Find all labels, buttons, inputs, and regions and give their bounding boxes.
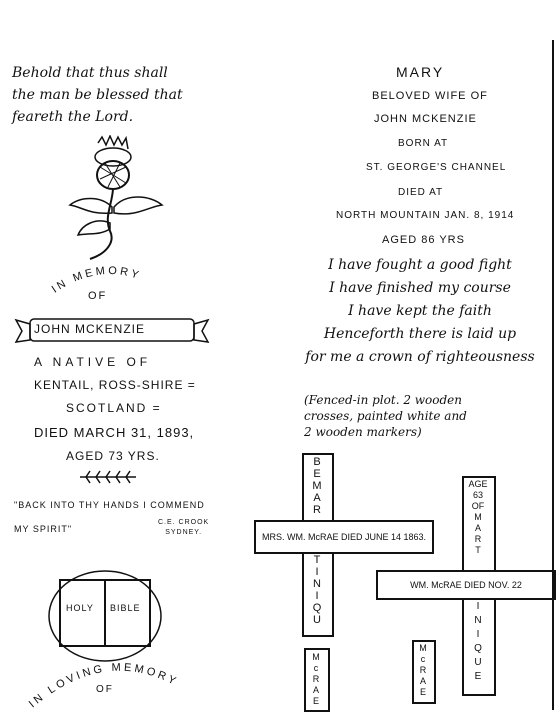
right-verse-line: I have kept the faith (348, 303, 492, 319)
cross-2-letter: T (475, 545, 481, 555)
cross-1-letter: U (313, 614, 321, 626)
quote-line: "BACK INTO THY HANDS I COMMEND (14, 500, 205, 510)
right-verse-line: Henceforth there is laid up (323, 326, 517, 342)
quote-line: MY SPIRIT" (14, 524, 73, 534)
cross-1-letter: I (315, 590, 319, 602)
deceased-name: JOHN MCKENZIE (34, 322, 146, 336)
age: AGED 73 YRS. (66, 449, 160, 463)
left-verse (12, 62, 183, 128)
cross-1-letter: E (313, 468, 321, 480)
marker-letter: M (419, 643, 427, 653)
death-date: DIED MARCH 31, 1893, (34, 425, 195, 440)
birthplace-wife: ST. GEORGE'S CHANNEL (366, 162, 507, 173)
death-place: NORTH MOUNTAIN JAN. 8, 1914 (336, 210, 515, 221)
native-of: A NATIVE OF (34, 355, 152, 369)
carver-line: SYDNEY. (165, 529, 203, 536)
marker-letter: A (312, 685, 319, 695)
plot-note-line: crosses, painted white and (304, 409, 467, 423)
cross-2-bar (376, 570, 556, 600)
cross-2-letter: R (474, 534, 482, 544)
page-edge-line (552, 40, 554, 710)
right-verse-line: I have finished my course (329, 280, 511, 296)
right-verse-line: I have fought a good fight (328, 257, 512, 273)
marker-letter: M (312, 652, 320, 662)
husband: JOHN MCKENZIE (374, 113, 477, 125)
cross-1-letter: A (313, 492, 321, 504)
right-verse-line: for me a crown of righteousness (305, 349, 535, 365)
cross-1-letter: N (313, 578, 321, 590)
died-at: DIED AT (398, 187, 444, 198)
in-memory-arc (40, 258, 180, 308)
of-label: OF (88, 290, 108, 302)
loving-memory-arc (22, 650, 202, 716)
carver (158, 518, 209, 538)
right-verse (290, 254, 550, 369)
country: SCOTLAND = (66, 401, 162, 415)
cross-2-bar-text: WM. McRAE DIED NOV. 22 (410, 580, 522, 590)
cross-2-lower-text (466, 600, 490, 684)
cross-2-letter: 63 (472, 490, 483, 500)
wife-age: AGED 86 YRS (382, 234, 465, 246)
cross-2-upper-text (466, 479, 490, 556)
thistle-drawing (60, 135, 170, 265)
marker-letter: R (419, 665, 427, 675)
wife-name: MARY (396, 64, 445, 80)
birthplace: KENTAIL, ROSS-SHIRE = (34, 378, 196, 392)
cross-1-bar (254, 520, 434, 554)
cross-2-letter: M (474, 512, 482, 522)
marker-letter: E (312, 696, 319, 706)
marker-letter: R (312, 674, 320, 684)
left-verse-line: feareth the Lord. (12, 109, 134, 125)
plot-note (304, 392, 467, 440)
cross-1-letter: I (315, 566, 319, 578)
cross-2-letter: N (474, 615, 482, 626)
cross-1-letter: Q (312, 602, 322, 614)
cross-1-letter: R (313, 504, 321, 516)
carver-line: C.E. CROOK (158, 519, 210, 526)
cross-2-letter: A (474, 523, 481, 533)
marker-letter: c (420, 654, 426, 664)
cross-1-letter: T (313, 554, 321, 566)
loving-of: OF (96, 684, 114, 695)
marker-2-text (413, 643, 433, 698)
marker-letter: c (313, 663, 319, 673)
marker-letter: A (419, 676, 426, 686)
plot-note-line: (Fenced-in plot. 2 wooden (304, 393, 462, 407)
left-verse-line: Behold that thus shall (12, 65, 168, 81)
marker-letter: E (419, 687, 426, 697)
loving-memory-text: IN LOVING MEMORY (26, 661, 181, 711)
born-at: BORN AT (398, 138, 449, 149)
cross-2-letter: I (476, 629, 480, 640)
cross-2-letter: U (474, 657, 482, 668)
cross-2-letter: I (476, 601, 480, 612)
cross-1-letter: B (313, 456, 321, 468)
cross-1-letter: M (312, 480, 322, 492)
cross-1-lower-text (306, 554, 328, 626)
bible-left: HOLY (66, 603, 94, 613)
beloved: BELOVED WIFE OF (372, 90, 488, 102)
in-memory-text: IN MEMORY (49, 264, 143, 296)
cross-2-letter: OF (471, 501, 485, 511)
laurel-sprig-icon (78, 470, 138, 484)
cross-1-bar-text: MRS. WM. McRAE DIED JUNE 14 1863. (261, 532, 427, 542)
left-verse-line: the man be blessed that (12, 87, 183, 103)
cross-2-letter: Q (474, 643, 482, 654)
cross-2-letter: E (474, 671, 482, 682)
cross-2-letter: AGE (468, 479, 488, 489)
bible-right: BIBLE (110, 603, 141, 613)
marker-1-text (306, 652, 326, 707)
cross-1-upper-text (306, 456, 328, 516)
plot-note-line: 2 wooden markers) (304, 425, 422, 439)
